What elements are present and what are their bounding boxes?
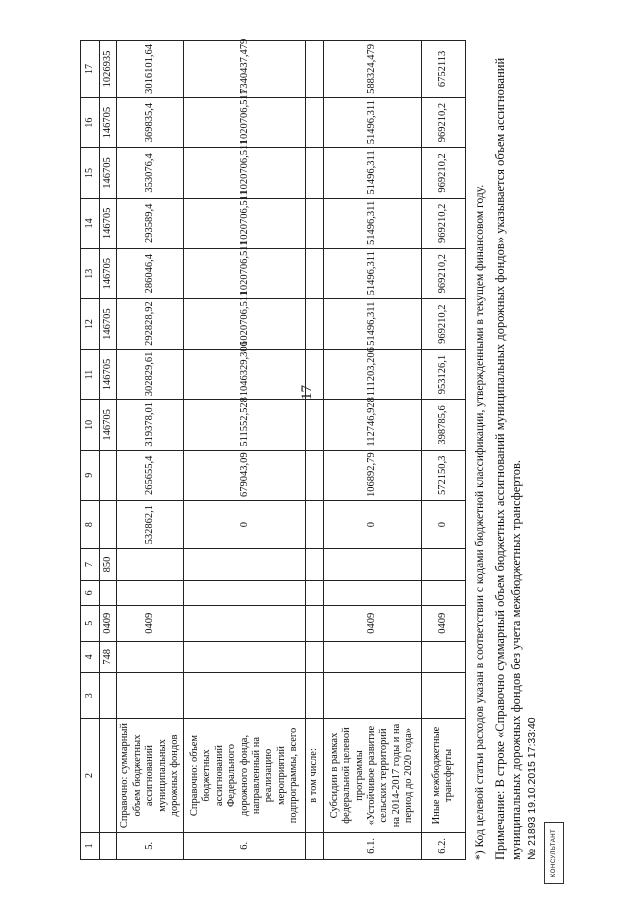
value-cell: 1046329,306 xyxy=(184,349,306,399)
value-cell: 293589,4 xyxy=(117,198,184,248)
value-cell: 588324,479 xyxy=(323,41,421,98)
value-cell: 146705 xyxy=(100,299,117,349)
header-cell: 6 xyxy=(81,580,100,605)
value-cell: 850 xyxy=(100,549,117,580)
value-cell: 353076,4 xyxy=(117,148,184,198)
row-number-cell xyxy=(100,832,117,859)
table-row xyxy=(117,41,184,860)
value-cell xyxy=(306,673,323,719)
value-cell: 953126,1 xyxy=(421,349,465,399)
header-cell: 2 xyxy=(81,719,100,832)
value-cell: 146705 xyxy=(100,349,117,399)
header-cell: 13 xyxy=(81,249,100,299)
value-cell xyxy=(421,673,465,719)
value-cell: 51496,311 xyxy=(323,97,421,147)
value-cell xyxy=(323,641,421,672)
header-cell: 8 xyxy=(81,500,100,548)
value-cell: 0409 xyxy=(421,605,465,641)
row-number-cell: 5. xyxy=(117,832,184,859)
value-cell: 292828,92 xyxy=(117,299,184,349)
value-cell: 6752113 xyxy=(421,41,465,98)
value-cell: 1020706,511 xyxy=(184,249,306,299)
value-cell xyxy=(306,198,323,248)
value-cell: 969210,2 xyxy=(421,97,465,147)
header-cell: 11 xyxy=(81,349,100,399)
value-cell xyxy=(117,580,184,605)
value-cell: 51496,311 xyxy=(323,299,421,349)
value-cell: 969210,2 xyxy=(421,148,465,198)
value-cell xyxy=(184,641,306,672)
value-cell xyxy=(306,580,323,605)
value-cell: 146705 xyxy=(100,249,117,299)
header-cell: 3 xyxy=(81,673,100,719)
header-cell: 10 xyxy=(81,400,100,450)
value-cell: 0409 xyxy=(117,605,184,641)
header-row xyxy=(81,41,100,860)
value-cell xyxy=(323,580,421,605)
value-cell xyxy=(306,97,323,147)
row-number-cell: 6.1. xyxy=(323,832,421,859)
value-cell xyxy=(184,549,306,580)
value-cell: 0409 xyxy=(323,605,421,641)
value-cell xyxy=(117,549,184,580)
value-cell: 106892,79 xyxy=(323,450,421,500)
value-cell xyxy=(323,673,421,719)
table-row xyxy=(100,41,117,860)
value-cell xyxy=(306,349,323,399)
value-cell: 398785,6 xyxy=(421,400,465,450)
value-cell: 511552,528 xyxy=(184,400,306,450)
header-cell: 1 xyxy=(81,832,100,859)
value-cell xyxy=(117,673,184,719)
value-cell xyxy=(100,500,117,548)
document-stamp: № 21893 19.10.2015 17:33:40 xyxy=(526,717,538,860)
value-cell: 319378,01 xyxy=(117,400,184,450)
page-number: 17 xyxy=(299,385,315,400)
table-row xyxy=(421,41,465,860)
value-cell xyxy=(421,580,465,605)
header-cell: 4 xyxy=(81,641,100,672)
value-cell: 265655,4 xyxy=(117,450,184,500)
row-name-cell: Иные межбюджетные трансферты xyxy=(421,719,465,832)
value-cell: 146705 xyxy=(100,400,117,450)
value-cell xyxy=(306,450,323,500)
row-name-cell xyxy=(100,719,117,832)
header-cell: 7 xyxy=(81,549,100,580)
value-cell: 969210,2 xyxy=(421,249,465,299)
value-cell: 111203,206 xyxy=(323,349,421,399)
header-cell: 16 xyxy=(81,97,100,147)
row-name-cell: Субсидии в рамках федеральной целевой программы «Устойчивое развитие сельских территорий на 2014-2017 годы и на период до 2020 года» xyxy=(323,719,421,832)
value-cell xyxy=(100,450,117,500)
value-cell: 0 xyxy=(323,500,421,548)
note: Примечание: В строке «Справочно суммарный объем бюджетных ассигнований муниципальных дорожных фондов» указывается объем ассигнований муниципальных дорожных фондов без учета межбюджетных трансфертов. xyxy=(493,57,524,860)
table-row xyxy=(184,41,306,860)
row-number-cell xyxy=(306,832,323,859)
value-cell: 51496,311 xyxy=(323,249,421,299)
value-cell: 0 xyxy=(421,500,465,548)
value-cell: 51496,311 xyxy=(323,198,421,248)
row-name-cell: Справочно: суммарный объем бюджетных ассигнований муниципальных дорожных фондов xyxy=(117,719,184,832)
value-cell xyxy=(117,641,184,672)
value-cell: 532862,1 xyxy=(117,500,184,548)
value-cell: 146705 xyxy=(100,97,117,147)
value-cell: 302829,61 xyxy=(117,349,184,399)
value-cell xyxy=(421,549,465,580)
value-cell xyxy=(306,400,323,450)
value-cell: 286046,4 xyxy=(117,249,184,299)
budget-table xyxy=(80,40,466,860)
value-cell xyxy=(306,605,323,641)
value-cell: 679043,09 xyxy=(184,450,306,500)
consultant-logo xyxy=(544,822,564,884)
logo-text: КОНСУЛЬТАНТ xyxy=(551,828,557,878)
value-cell xyxy=(184,605,306,641)
value-cell xyxy=(184,580,306,605)
value-cell: 146705 xyxy=(100,148,117,198)
row-number-cell: 6. xyxy=(184,832,306,859)
header-cell: 9 xyxy=(81,450,100,500)
header-cell: 17 xyxy=(81,41,100,98)
table-row xyxy=(306,41,323,860)
value-cell: 1020706,511 xyxy=(184,299,306,349)
rotated-sheet xyxy=(80,30,550,860)
header-cell: 12 xyxy=(81,299,100,349)
value-cell xyxy=(306,641,323,672)
header-cell: 14 xyxy=(81,198,100,248)
value-cell: 3016101,64 xyxy=(117,41,184,98)
value-cell xyxy=(184,673,306,719)
value-cell: 1026935 xyxy=(100,41,117,98)
value-cell: 146705 xyxy=(100,198,117,248)
value-cell: 1020706,511 xyxy=(184,97,306,147)
table-row xyxy=(323,41,421,860)
value-cell xyxy=(306,299,323,349)
value-cell xyxy=(306,549,323,580)
value-cell: 112746,928 xyxy=(323,400,421,450)
header-cell: 15 xyxy=(81,148,100,198)
value-cell xyxy=(306,500,323,548)
value-cell xyxy=(306,249,323,299)
value-cell: 572150,3 xyxy=(421,450,465,500)
value-cell: 0 xyxy=(184,500,306,548)
value-cell xyxy=(100,580,117,605)
header-cell: 5 xyxy=(81,605,100,641)
value-cell: 0409 xyxy=(100,605,117,641)
row-number-cell: 6.2. xyxy=(421,832,465,859)
value-cell xyxy=(421,641,465,672)
value-cell: 969210,2 xyxy=(421,299,465,349)
value-cell: 748 xyxy=(100,641,117,672)
value-cell xyxy=(323,549,421,580)
row-name-cell: Справочно: объем бюджетных ассигнований Федерального дорожного фонда, направленный на реализацию мероприятий подпрограммы, всего xyxy=(184,719,306,832)
value-cell xyxy=(100,673,117,719)
value-cell xyxy=(306,148,323,198)
value-cell: 51496,311 xyxy=(323,148,421,198)
value-cell: 7340437,479 xyxy=(184,41,306,98)
row-name-cell: в том числе: xyxy=(306,719,323,832)
value-cell: 1020706,511 xyxy=(184,198,306,248)
value-cell xyxy=(306,41,323,98)
value-cell: 1020706,511 xyxy=(184,148,306,198)
value-cell: 969210,2 xyxy=(421,198,465,248)
footnote: *) Код целевой статьи расходов указан в соответствии с кодами бюджетной классификации, утвержденными в текущем финансовом году. xyxy=(474,184,486,860)
value-cell: 369835,4 xyxy=(117,97,184,147)
